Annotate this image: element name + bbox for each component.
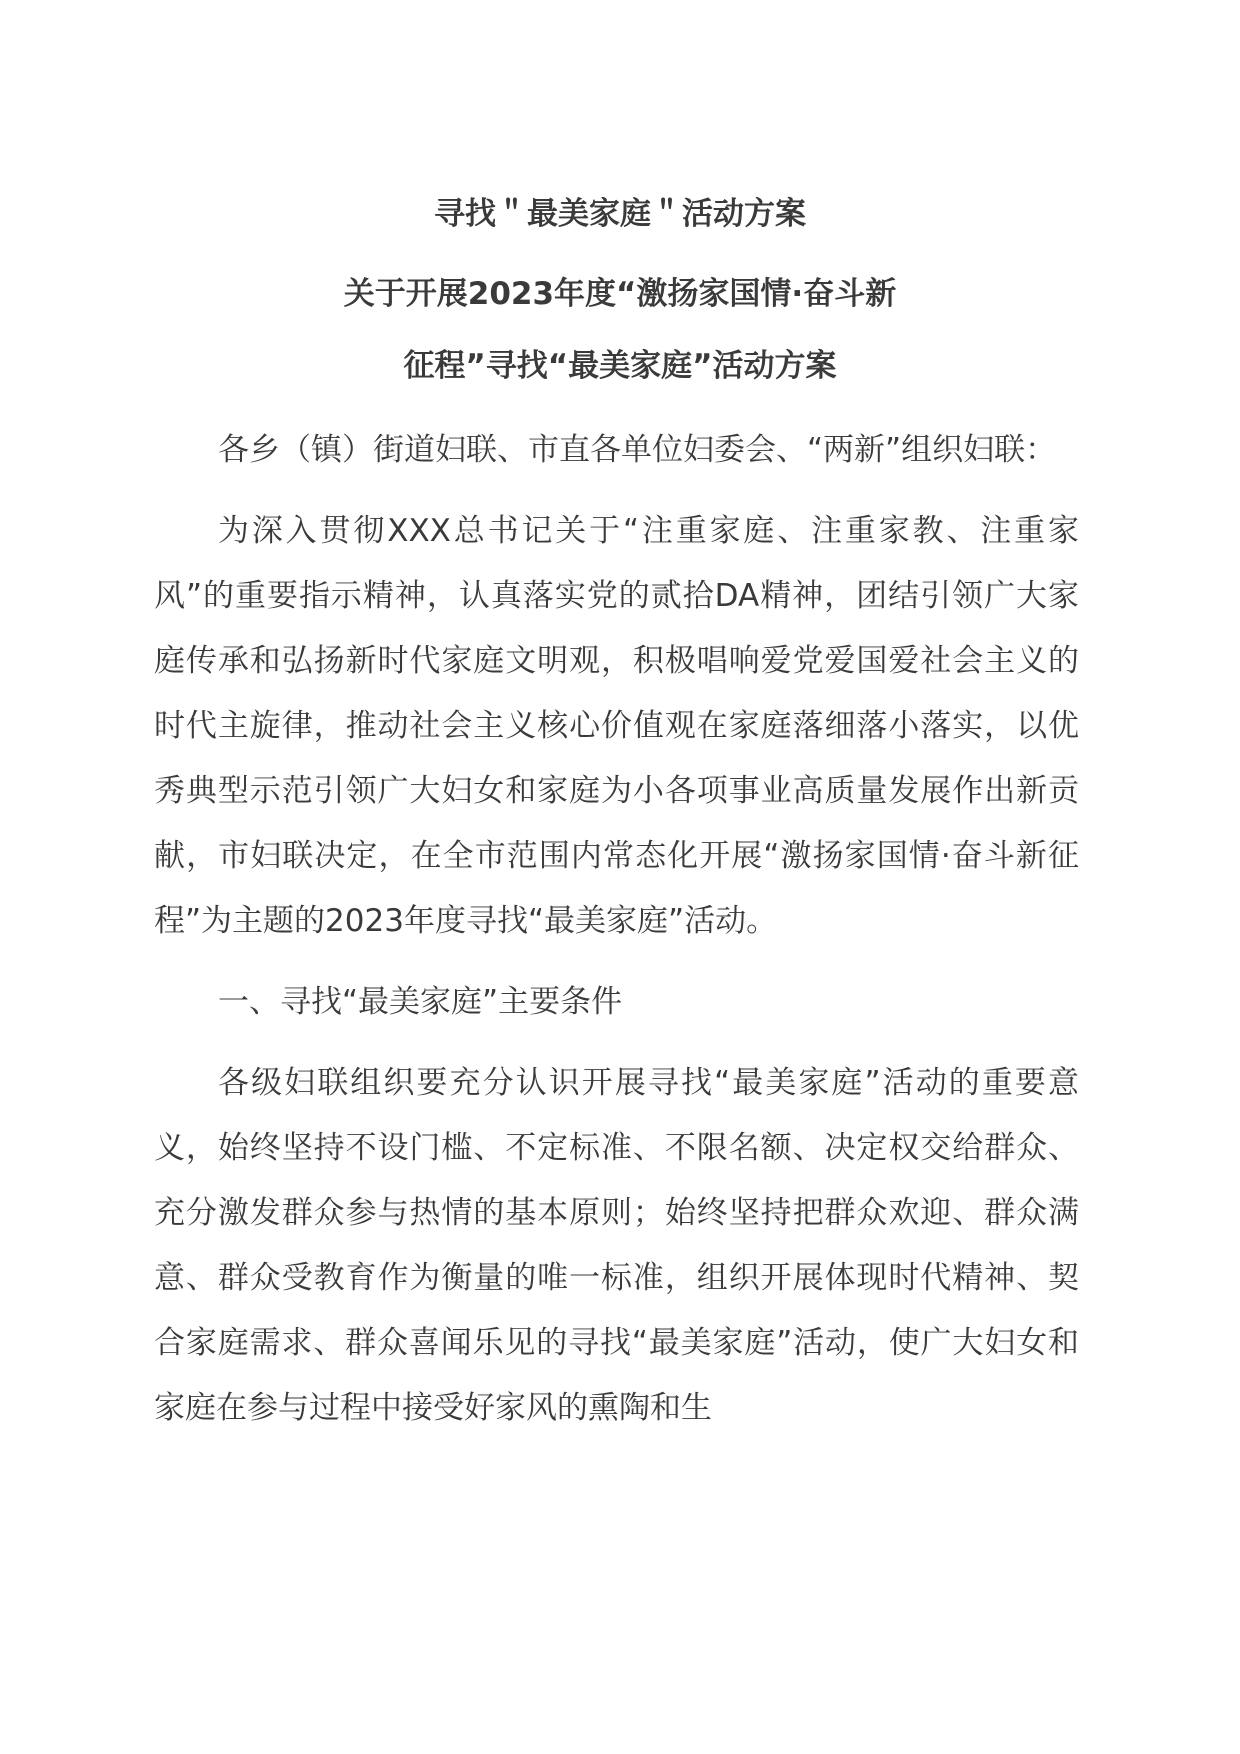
- section-heading-1: 一、寻找“最美家庭”主要条件: [218, 984, 623, 1020]
- document-body: [154, 418, 1079, 1457]
- title-line-3: 征程”寻找“最美家庭”活动方案: [403, 348, 837, 384]
- document-title: [0, 186, 1240, 402]
- paragraph-intro: 为深入贯彻XXX总书记关于“注重家庭、注重家教、注重家风”的重要指示精神，认真落实党的贰拾DA精神，团结引领广大家庭传承和弘扬新时代家庭文明观，积极唱响爱党爱国爱社会主义的时代主旋律，推动社会主义核心价值观在家庭落细落小落实，以优秀典型示范引领广大妇女和家庭为小各项事业高质量发展作出新贡献，市妇联决定，在全市范围内常态化开展“激扬家国情·奋斗新征程”为主题的2023年度寻找“最美家庭”活动。: [154, 513, 1079, 939]
- title-line-1: 寻找＂最美家庭＂活动方案: [434, 196, 806, 232]
- salutation: 各乡（镇）街道妇联、市直各单位妇委会、“两新”组织妇联：: [218, 432, 1057, 468]
- paragraph-section-1: 各级妇联组织要充分认识开展寻找“最美家庭”活动的重要意义，始终坚持不设门槛、不定标准、不限名额、决定权交给群众、充分激发群众参与热情的基本原则；始终坚持把群众欢迎、群众满意、群众受教育作为衡量的唯一标准，组织开展体现时代精神、契合家庭需求、群众喜闻乐见的寻找“最美家庭”活动，使广大妇女和家庭在参与过程中接受好家风的熏陶和生: [154, 1065, 1079, 1426]
- title-line-2: 关于开展2023年度“激扬家国情·奋斗新: [343, 276, 897, 312]
